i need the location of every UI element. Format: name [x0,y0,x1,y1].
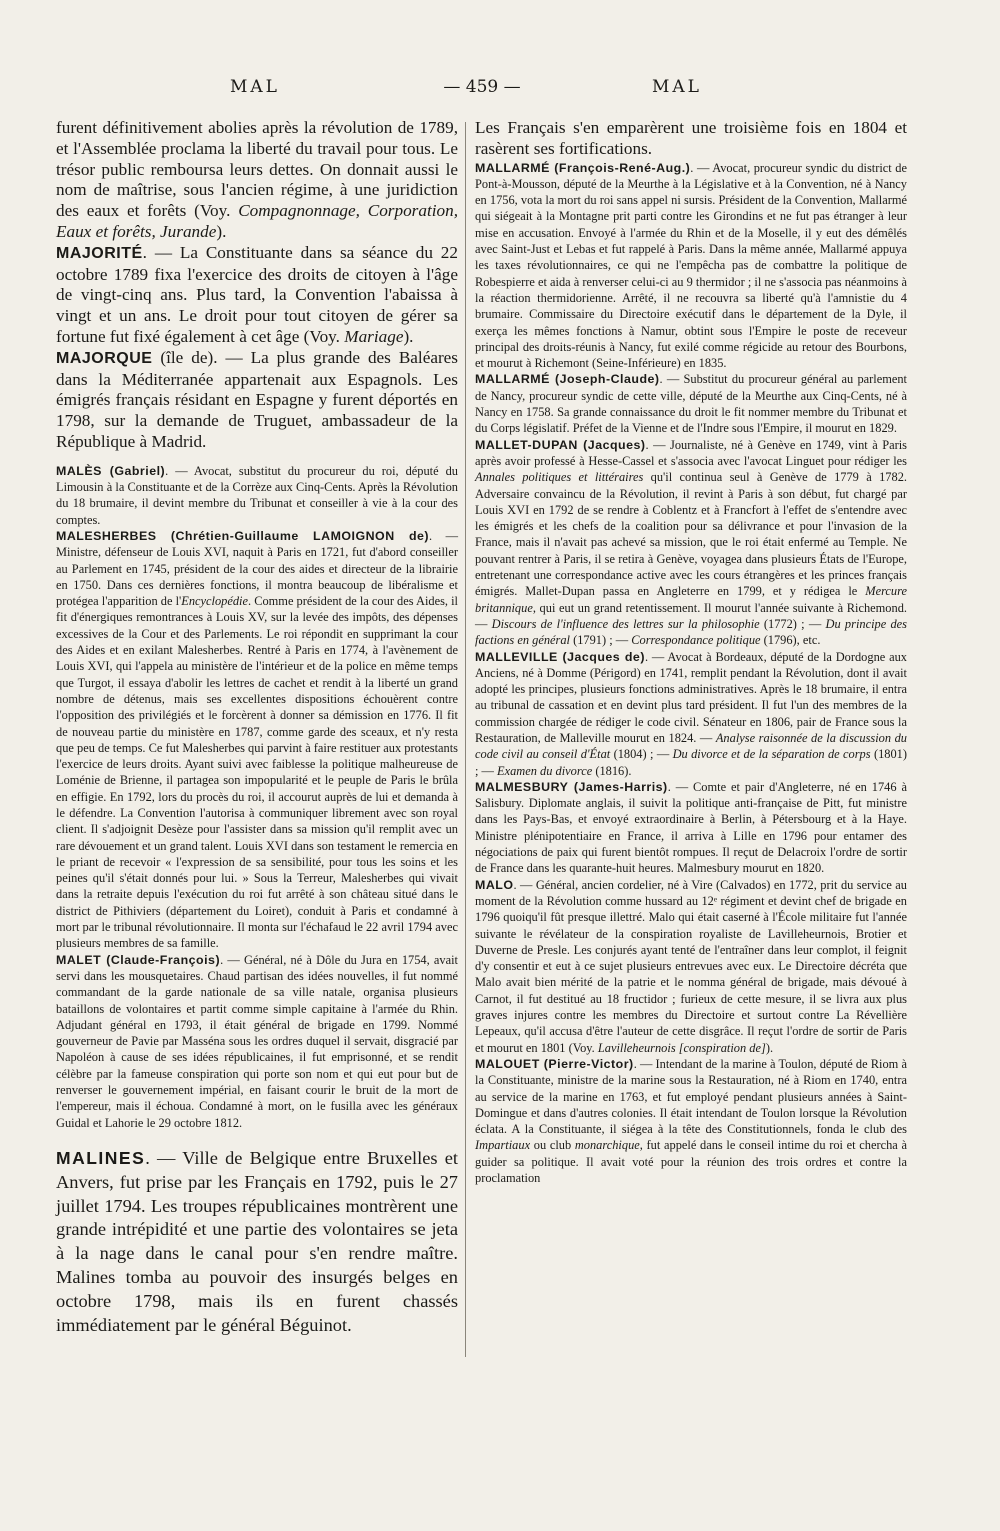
entry-continuation-malines: Les Français s'en emparèrent une troisième fois en 1804 et rasèrent ses fortifications. [475,118,907,158]
left-column [56,118,458,1337]
headword: MALO [475,877,514,892]
entry-malmesbury: MALMESBURY (James-Harris). — Comte et pair d'Angleterre, né en 1746 à Salisbury. Diplomate anglais, il suivit la politique anti-française de Pitt, fut ministre dans les Pays-Bas, et envoyé extraordinaire à Berlin, à Pétersbourg et à la Haye. Ministre plénipotentiaire en France, il arriva à Lille en 1796 pour entamer des négociations de paix qui furent bientôt rompues. Il reçut de Delacroix l'ordre de sortir de France dans les quarante-huit heures. Malmesbury mourut en 1820. [475,779,907,876]
headword: MALLARMÉ [475,160,550,175]
entry-mallarme-francois: MALLARMÉ (François-René-Aug.). — Avocat, procureur syndic du district de Pont-à-Mousson, député de la Meurthe à la Législative et à la Convention, né à Nancy en 1756, vota la mort du roi sans appel ni sursis. Président de la Convention, Mallarmé qui siégeait à la Montagne prit parti contre les Girondins et ne fut pas étranger à leur mise en accusation. Envoyé à l'armée du Rhin et de la Moselle, il y eut des démêlés avec Saint-Just et Lebas et fut rappelé à Paris. Dans la même année, Mallarmé appuya les taxes révolutionnaires, ce qui ne l'empêcha pas de combattre la politique de Robespierre et aida à renverser celui-ci au 9 thermidor ; il ne s'associa pas néanmoins à la réaction thermidorienne. Arrêté, il ne recouvra sa liberté qu'à l'amnistie du 4 brumaire. Commissaire du Directoire exécutif dans le département de la Dyle, il exerça les mêmes fonctions à Namur, obtint sous l'Empire le poste de receveur principal des droits-réunis à Nancy, fut exilé comme régicide au retour des Bourbons, et mourut à Richemont (Seine-Inférieure) en 1835. [475,160,908,371]
right-column [475,118,907,1186]
headword: MALINES [56,1147,146,1168]
entry-continuation-maitrise: furent définitivement abolies après la révolution de 1789, et l'Assemblée proclama la liberté du travail pour tous. Le trésor public remboursa leurs dettes. On donnait aussi le nom de maîtrise, sous l'ancien régime, à une juridiction des eaux et forêts (Voy. Compagnonnage, Corporation, Eaux et forêts, Jurande). [56,118,458,241]
spacer [56,1131,458,1147]
entry-malouet: MALOUET (Pierre-Victor). — Intendant de la marine à Toulon, député de Riom à la Constituante, ministre de la marine sous la Restauration, né à Riom en 1740, entra au service de la marine en 1763, et fut employé pendant plusieurs années à Saint-Domingue et dans d'autres colonies. Il était intendant de Toulon lorsque la Révolution éclata. A la Constituante, il siégea à la tête des Constitutionnels, fonda le club des Impartiaux ou club monarchique, fut appelé dans le conseil intime du roi et chercha à guider sa politique. Il avait voté pour la réunion des trois ordres et contre la proclamation [475,1056,907,1185]
entry-males: MALÈS (Gabriel). — Avocat, substitut du procureur du roi, député du Limousin à la Constituante et de la Corrèze aux Cinq-Cents. Après la Révolution du 18 brumaire, il devint membre du Tribunat et conseiller à vie à la cour des comptes. [56,463,458,527]
entry-malesherbes: MALESHERBES (Chrétien-Guillaume LAMOIGNON de). — Ministre, défenseur de Louis XVI, naquit à Paris en 1721, fut d'abord conseiller au Parlement en 1745, président de la cour des aides et directeur de la librairie en 1750. Dans ces dernières fonctions, il montra beaucoup de libéralisme et protégea l'apparition de l'Encyclopédie. Comme président de la cour des Aides, il fit d'énergiques remontrances à Louis XV, sur la levée des impôts, des dépenses excessives de la Cour et des Parlements. Le roi répondit en supprimant la cour des Aides et en exilant Malesherbes. Rentré à Paris en 1774, à l'avènement de Louis XVI, qui l'appela au ministère de l'intérieur et de la police en même temps que Turgot, il essaya d'abolir les lettres de cachet et rendit à la liberté un grand nombre de détenus, mais ses excellentes dispositions échouèrent contre l'opposition des privilégiés et le forcèrent à donner sa démission en 1776. Il fit de nouveau partie du ministère en 1787, comme garde des sceaux, et n'y resta que peu de temps. Ce fut Malesherbes qui parvint à faire restituer aux protestants l'exercice de leurs droits. Ayant suivi avec faiblesse la politique malheureuse de Loménie de Brienne, il partagea son impopularité et le peuple de Paris le brûla en effigie. En 1792, lors du procès du roi, il accourut auprès de lui et demanda à le défendre. La Convention l'autorisa à communiquer librement avec son royal client. Il s'adjoignit Desèze pour l'assister dans sa mission qu'il remplit avec un rare dévouement et un grand talent. Louis XVI dans son testament le remercia en le priant de recevoir « l'expression de sa sensibilité, pour tous les soins et les peines qu'il s'était donnés pour lui. » Sous la Terreur, Malesherbes qui vivait dans la retraite depuis l'exécution du roi fut arrêté à son château situé dans le district de Pithiviers (département du Loiret), conduit à Paris et condamné à mort par le tribunal révolutionnaire. Il monta sur l'échafaud le 22 avril 1794 avec plusieurs membres de sa famille. [56,528,458,951]
entry-majorite: MAJORITÉ. — La Constituante dans sa séance du 22 octobre 1789 fixa l'exercice des droits de citoyen à l'âge de vingt-cinq ans. Plus tard, la Convention l'abaissa à vingt et un ans. Le droit pour tout citoyen de gérer sa fortune fut fixé également à cet âge (Voy. Mariage). [56,242,458,346]
entry-majorque: MAJORQUE (île de). — La plus grande des Baléares dans la Méditerranée appartenait aux Espagnols. Les émigrés français résidant en Espagne y furent déportés en 1798, sur la demande de Truguet, ambassadeur de la République à Madrid. [56,347,458,451]
headword: MALÈS [56,463,102,478]
entry-malet: MALET (Claude-François). — Général, né à Dôle du Jura en 1754, avait servi dans les mousquetaires. Chaud partisan des idées nouvelles, il fut nommé commandant de la garde nationale de sa ville natale, organisa plusieurs bataillons de volontaires et partit comme simple capitaine à l'armée du Rhin. Adjudant général en 1793, il était général de brigade en 1799. Nommé gouverneur de Pavie par Masséna sous les ordres duquel il servait, disgracié par Napoléon à cause de ses idées républicaines, il fut emprisonné, et se rendit célèbre par la fameuse conspiration qui porte son nom et qui eut pour but de renverser le gouvernement impérial, en faisant courir le bruit de la mort de l'empereur, mais il échoua. Condamné à mort, on le fusilla avec les généraux Guidal et Lahorie le 29 octobre 1812. [56,952,458,1130]
headword: MALET [56,952,102,967]
running-head [52,77,912,107]
headword: MALLARMÉ [475,372,550,387]
headword: MALESHERBES [56,528,157,543]
entry-mallarme-joseph: MALLARMÉ (Joseph-Claude). — Substitut du procureur général au parlement de Nancy, procureur syndic de cette ville, député de la Meurthe aux Cinq-Cents, né à Nancy en 1758. Sa grande connaissance du droit le fit nommer membre du Tribunat et du Corps législatif. Préfet de la Vienne et de l'Indre sous l'Empire, il mourut en 1829. [475,372,907,436]
headword: MALOUET [475,1056,540,1071]
column-divider [465,122,466,1357]
entry-mallet-dupan: MALLET-DUPAN (Jacques). — Journaliste, né à Genève en 1749, vint à Paris après avoir professé à Hesse-Cassel et s'associa avec l'avocat Linguet pour rédiger les Annales politiques et littéraires qu'il continua seul à Genève de 1779 à 1782. Adversaire convaincu de la Révolution, il revint à Paris à son début, fut chargé par Louis XVI en 1792 de se rendre à Coblentz et à Francfort à l'effet de s'entendre avec les émigrés et les chefs de la coalition pour sa délivrance et pour l'invasion de la France, mais il n'avait pas achevé sa mission, que le roi était enfermé au Temple. Ne pouvant rentrer à Paris, il se retira à Genève, voyagea dans plusieurs États de l'Europe, entretenant une correspondance active avec les cours étrangères et les princes français émigrés. Mallet-Dupan passa en Angleterre en 1799, et y rédigea le Mercure britannique, qui eut un grand retentissement. Il mourut l'année suivante à Richemond. — Discours de l'influence des lettres sur la philosophie (1772) ; — Du principe des factions en général (1791) ; — Correspondance politique (1796), etc. [475,437,907,648]
headword: MALLEVILLE [475,649,558,664]
page-number: — 459 — [443,77,521,97]
headword: MALLET-DUPAN [475,437,578,452]
header-right-word: MAL [652,77,702,97]
header-left-word: MAL [230,77,280,97]
entry-malo: MALO. — Général, ancien cordelier, né à Vire (Calvados) en 1772, prit du service au moment de la Révolution comme hussard au 12ᵉ régiment et devint chef de brigade en 1796 quoiqu'il fût presque illettré. Malo qui était caserné à l'École militaire fut l'année suivante le révélateur de la conspiration royaliste de Lavilleheurnois, Brotier et Duverne de Presle. Les conjurés ayant tenté de l'entraîner dans leur complot, il feignit d'y consentir et eut à ce sujet plusieurs entrevues avec eux. Le Directoire décréta que Malo avait bien mérité de la patrie et le nomma général de brigade, mais dévoué à Carnot, il fut destitué au 18 fructidor ; furieux de cette mesure, il se livra aux plus graves injures contre les membres du Directoire et surtout contre La Révellière Lepeaux, qu'il accusa d'être l'auteur de cette disgrâce. Il reçut l'ordre de sortir de Paris et mourut en 1801 (Voy. Lavilleheurnois [conspiration de]). [475,877,907,1055]
spacer [56,453,458,463]
headword: MAJORITÉ [56,244,143,262]
headword: MAJORQUE [56,349,153,367]
entry-malleville: MALLEVILLE (Jacques de). — Avocat à Bordeaux, député de la Dordogne aux Anciens, né à Domme (Périgord) en 1741, remplit pendant la Révolution, dont il avait adopté les principes, plusieurs fonctions administratives. Après le 18 brumaire, il entra au tribunal de cassation et en devint plus tard président. Il fut l'un des membres de la commission chargée de rédiger le code civil. Sénateur en 1806, pair de France sous la Restauration, de Malleville mourut en 1824. — Analyse raisonnée de la discussion du code civil au conseil d'État (1804) ; — Du divorce et de la séparation de corps (1801) ; — Examen du divorce (1816). [475,649,908,778]
headword: MALMESBURY [475,779,569,794]
entry-malines: MALINES. — Ville de Belgique entre Bruxelles et Anvers, fut prise par les Français en 1792, puis le 27 juillet 1794. Les troupes républicaines montrèrent une grande intrépidité et une partie des volontaires se jeta à la nage dans le canal pour s'en rendre maître. Malines tomba au pouvoir des insurgés belges en octobre 1798, mais ils en furent chassés immédiatement par le général Béguinot. [56,1147,458,1335]
